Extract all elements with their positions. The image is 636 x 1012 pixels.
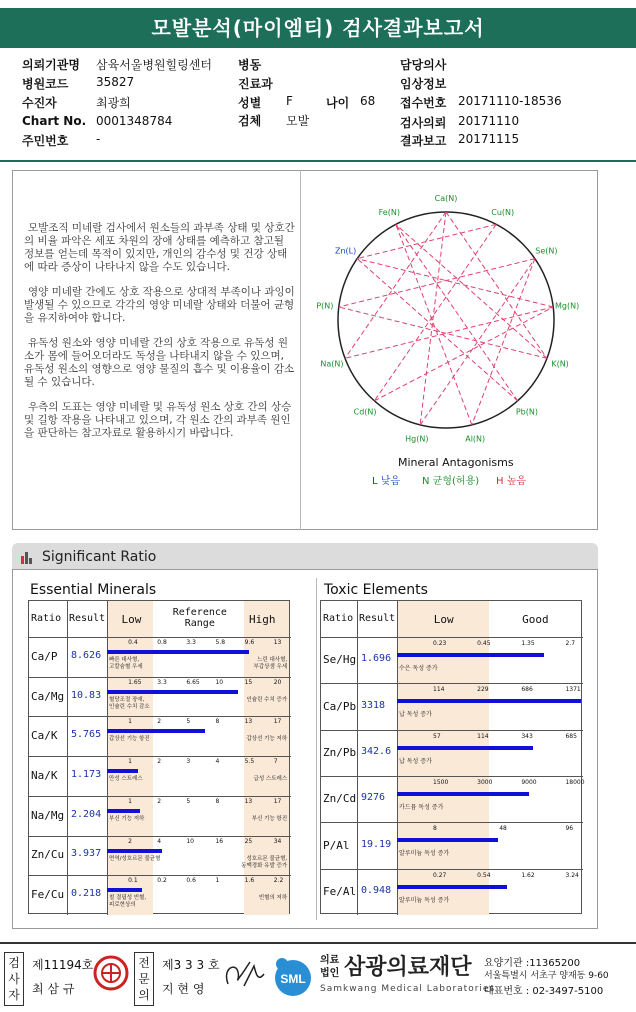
tick-label: 1 — [128, 718, 132, 726]
ratio-bar — [397, 699, 581, 703]
tick-label: 8 — [215, 797, 220, 805]
antagonism-node-label: Zn(L) — [334, 246, 357, 256]
id-label: 주민번호 — [22, 134, 69, 148]
desc-paragraph: 영양 미네랄 간에도 상호 작용으로 상대적 부족이나 과잉이 발생될 수 있으므로 각각의 영양 미네랄 상태와 더불어 균형을 유지하여야 합니다. — [24, 286, 295, 324]
tick-label: 114 — [477, 732, 489, 740]
ward-label: 병동 — [238, 58, 262, 72]
antagonism-title: Mineral Antagonisms — [398, 456, 514, 469]
desc-paragraph: 모발조직 미네랄 검사에서 원소들의 과부족 상태 및 상호간의 비율 파악은 세포 차원의 장애 상태를 예측하고 참고될 정보를 얻는데 목적이 있지만, 개인의 감수성 및 건강 상태에 따라 증상이 나타나지 않을 수도 있습니다. — [24, 222, 295, 273]
low-note: 면역/성호르몬 불균형 — [109, 855, 161, 862]
ratio-name: Zn/Pb — [323, 745, 357, 759]
col-result: Result — [359, 613, 396, 624]
tick-label: 6.65 — [186, 678, 200, 686]
tick-label: 5.5 — [244, 758, 255, 766]
ratio-name: Na/K — [31, 769, 58, 782]
ratio-result: 0.948 — [361, 884, 392, 896]
care-no: 요양기관 :11365200 — [484, 958, 581, 969]
high-note: 갑상선 기능 저하 — [246, 736, 288, 743]
tick-label: 9000 — [521, 779, 537, 786]
ratio-result: 9276 — [361, 792, 386, 804]
row-line — [29, 875, 291, 876]
row-line — [29, 836, 291, 837]
ratio-result: 19.19 — [361, 838, 392, 850]
antagonism-node-label: Se(N) — [535, 246, 558, 256]
desc-paragraph: 우측의 도표는 영양 미네랄 및 유독성 원소 상호 간의 상승 및 길항 작용을 나타내고 있으며, 각 원소 간의 과부족 원인을 판단하는 참고자료로 활용하시기 바랍니다. — [24, 401, 292, 439]
low-note: 부신 기능 저하 — [109, 815, 145, 822]
tick-label: 1500 — [433, 779, 449, 786]
tick-label: 2.2 — [273, 877, 284, 885]
row-line — [321, 776, 583, 777]
tick-label: 7 — [273, 758, 278, 766]
report-label: 결과보고 — [400, 134, 447, 148]
tick-label: 20 — [273, 678, 282, 686]
age-label: 나이 — [326, 96, 350, 110]
antagonism-node-label: Al(N) — [465, 434, 486, 444]
ratio-bar — [397, 746, 533, 750]
ratio-bar — [107, 888, 142, 892]
tick-label: 13 — [273, 639, 282, 646]
sml-logo-icon — [270, 952, 316, 1000]
ratio-name: Na/Mg — [31, 808, 65, 822]
tick-label: 3000 — [477, 779, 493, 786]
id-value: - — [96, 132, 101, 146]
antagonism-node-label: P(N) — [316, 301, 334, 311]
low-note: 만성 스트레스 — [109, 776, 143, 783]
tick-label: 5 — [186, 718, 191, 726]
tick-label: 686 — [521, 686, 533, 694]
header-line — [321, 637, 583, 638]
tick-label: 3.3 — [157, 678, 167, 686]
chart-label: Chart No. — [22, 114, 87, 128]
tick-label: 2 — [157, 758, 162, 766]
inspector-name: 최 삼 규 — [32, 982, 75, 996]
tick-label: 0.54 — [477, 871, 491, 879]
recv-value: 20171110-18536 — [458, 94, 562, 108]
col-low: Low — [121, 613, 142, 626]
tick-label: 0.4 — [128, 639, 138, 646]
antagonism-node-label: K(N) — [551, 359, 569, 369]
ratio-result: 1.696 — [361, 653, 392, 665]
antagonism-line — [396, 224, 472, 424]
org-value: 삼육서울병원힐링센터 — [96, 58, 212, 72]
specialist-no: 제3 3 3 호 — [162, 958, 220, 972]
low-note: 철 결핍성 빈혈, 피로현상의 — [109, 895, 147, 909]
ratio-result: 5.765 — [71, 729, 102, 741]
significant-title: Significant Ratio — [42, 549, 157, 565]
address: 서울특별시 서초구 양재동 9-60 — [484, 971, 609, 981]
ratio-bar — [397, 653, 544, 657]
req-value: 20171110 — [458, 114, 520, 128]
org-name: 삼광의료재단 — [344, 955, 472, 980]
ratio-result: 3.937 — [71, 848, 102, 860]
ratio-result: 10.83 — [71, 689, 102, 701]
row-line — [321, 730, 583, 731]
antagonism-node-label: Cd(N) — [353, 407, 377, 417]
row-line — [29, 716, 291, 717]
col-line — [107, 601, 108, 915]
low-note: 혈당조절 장애, 인슐린 수치 감소 — [109, 696, 150, 710]
inspector-label: 검사자 — [4, 952, 24, 1006]
antagonism-line — [374, 224, 496, 400]
col-ratio: Ratio — [323, 613, 354, 624]
ratio-name: Ca/P — [31, 649, 58, 663]
ratio-divider — [316, 578, 317, 920]
antagonism-node-label: Pb(N) — [515, 407, 538, 417]
high-note: 인슐린 수치 증가 — [246, 696, 288, 703]
tick-label: 2 — [128, 837, 132, 845]
sex-label: 성별 — [238, 96, 262, 110]
req-label: 검사의뢰 — [400, 116, 447, 130]
clinical-label: 임상정보 — [400, 77, 447, 91]
essential-table — [28, 600, 290, 914]
ratio-bar — [397, 885, 507, 889]
high-note: 성호르몬 불균형, 동맥경화 유발 증가 — [241, 855, 288, 869]
ratio-name: Fe/Cu — [31, 888, 65, 902]
tick-label: 1 — [128, 797, 132, 805]
col-good: Good — [522, 613, 549, 626]
tick-label: 8 — [433, 825, 437, 833]
tick-label: 0.27 — [433, 871, 447, 879]
row-line — [321, 869, 583, 870]
ratio-bar — [107, 769, 138, 773]
tick-label: 2 — [157, 718, 162, 726]
tick-label: 2.7 — [565, 640, 576, 647]
antagonism-line — [345, 307, 553, 358]
tick-label: 1.62 — [521, 871, 535, 879]
ratio-bar — [107, 729, 205, 733]
col-ratio: Ratio — [31, 613, 62, 624]
high-note: 급성 스트레스 — [253, 776, 288, 783]
tick-label: 5 — [186, 797, 191, 805]
header-line — [29, 637, 291, 638]
antagonism-node-label: Mg(N) — [555, 301, 580, 311]
antagonism-line — [396, 224, 518, 400]
org-label: 의뢰기관명 — [22, 58, 80, 72]
recv-label: 접수번호 — [400, 96, 447, 110]
specialist-label: 전문의 — [134, 952, 154, 1006]
ratio-name: Zn/Cd — [323, 792, 357, 806]
ratio-bar — [107, 690, 238, 694]
code-value: 35827 — [96, 75, 135, 89]
tick-label: 96 — [565, 825, 574, 833]
phone: 대표번호 : 02-3497-5100 — [484, 986, 604, 997]
row-line — [321, 822, 583, 823]
antagonism-node-label: Fe(N) — [378, 207, 400, 217]
desc-paragraph: 유독성 원소와 영양 미네랄 간의 상호 작용으로 유독성 원소가 몸에 들어오더라도 독성을 나타내지 않을 수 있으며, 유독성 원소의 영향으로 영양 물질의 흡수 및 이용율이 감소될 수 있습니다. — [24, 337, 295, 388]
legend-high: H 높음 — [496, 476, 527, 487]
chart-value: 0001348784 — [96, 114, 173, 128]
row-line — [29, 756, 291, 757]
ratio-result: 1.173 — [71, 769, 102, 780]
tick-label: 0.6 — [186, 877, 196, 885]
tick-label: 9.6 — [244, 639, 255, 646]
tick-label: 0.45 — [477, 640, 491, 647]
ratio-bar — [397, 792, 529, 796]
tick-label: 13 — [244, 718, 253, 726]
low-note: 갑상선 기능 항진 — [109, 736, 150, 743]
high-note: 느린 대사형, 부갑상샘 우세 — [253, 657, 288, 670]
tick-label: 15 — [244, 678, 253, 686]
tick-label: 10 — [215, 678, 224, 686]
footer — [0, 942, 636, 1012]
tick-label: 17 — [273, 718, 282, 726]
ratio-bar — [397, 838, 498, 842]
low-note: 빠른 대사형, 고칼슘혈 우세 — [109, 657, 143, 670]
antagonism-diagram — [296, 190, 596, 490]
ratio-bar — [107, 809, 140, 813]
report-title: 모발분석(마이엠티) 검사결과보고서 — [0, 8, 636, 48]
ratio-name: Ca/K — [31, 729, 58, 743]
doctor-label: 담당의사 — [400, 58, 447, 72]
ratio-bar — [107, 650, 249, 654]
ratio-name: Se/Hg — [323, 653, 357, 667]
specimen-value: 모발 — [286, 114, 310, 128]
tick-label: 5.8 — [215, 639, 226, 646]
ratio-result: 3318 — [361, 699, 386, 711]
tick-label: 16 — [215, 837, 224, 845]
tick-label: 25 — [244, 837, 253, 845]
row-line — [29, 677, 291, 678]
tick-label: 1 — [215, 877, 220, 885]
legend-mid: N 균형(허용) — [422, 476, 480, 487]
ratio-result: 342.6 — [361, 745, 392, 757]
ratio-result: 8.626 — [71, 649, 102, 661]
tick-label: 3.24 — [565, 871, 579, 879]
name-value: 최광희 — [96, 96, 131, 110]
tick-label: 0.8 — [157, 639, 167, 646]
tick-label: 4 — [157, 837, 162, 845]
logo-text: SML — [280, 972, 306, 986]
tick-label: 114 — [433, 686, 445, 694]
antagonism-line — [345, 212, 446, 358]
col-line — [67, 601, 68, 915]
tick-label: 0.2 — [157, 877, 167, 885]
antagonism-node-label: Hg(N) — [405, 434, 429, 444]
tick-label: 0.1 — [128, 877, 138, 885]
ratio-bar — [107, 849, 162, 853]
ratio-result: 2.204 — [71, 808, 102, 820]
sex-value: F — [286, 94, 293, 108]
tick-label: 10 — [186, 837, 194, 845]
toxic-note: 수은 독성 증가 — [399, 665, 438, 672]
name-label: 수진자 — [22, 96, 57, 110]
ratio-name: Ca/Pb — [323, 699, 357, 713]
row-line — [29, 796, 291, 797]
tick-label: 57 — [433, 732, 441, 740]
description — [24, 222, 296, 452]
toxic-note: 알루미늄 독성 증가 — [399, 896, 450, 904]
toxic-title: Toxic Elements — [324, 582, 428, 598]
signature-icon — [220, 954, 268, 994]
ratio-name: Ca/Mg — [31, 689, 65, 703]
tick-label: 17 — [273, 797, 282, 805]
tick-label: 34 — [273, 837, 282, 845]
tick-label: 229 — [477, 686, 489, 694]
ratio-name: P/Al — [323, 838, 350, 852]
seal-stamp-icon — [92, 954, 130, 992]
specimen-label: 검체 — [238, 114, 262, 128]
toxic-table — [320, 600, 585, 914]
tick-label: 2 — [157, 797, 162, 805]
divider — [0, 160, 636, 162]
inspector-no: 제11194호 — [32, 958, 94, 972]
ratio-name: Fe/Al — [323, 884, 357, 898]
toxic-note: 납 독성 증가 — [399, 711, 432, 719]
antagonism-line — [339, 307, 547, 358]
report-value: 20171115 — [458, 132, 520, 146]
tick-label: 0.23 — [433, 640, 447, 647]
antagonism-node-label: Cu(N) — [491, 207, 515, 217]
essential-title: Essential Minerals — [30, 582, 157, 598]
legend-low: L 낮음 — [372, 476, 401, 487]
age-value: 68 — [360, 94, 376, 108]
tick-label: 1.65 — [128, 678, 142, 686]
tick-label: 1371 — [565, 686, 581, 694]
ratio-result: 0.218 — [71, 888, 102, 900]
col-ref: Reference Range — [172, 607, 227, 629]
col-high: High — [248, 613, 276, 626]
antagonism-line — [357, 224, 496, 258]
antagonism-line — [357, 259, 553, 307]
tick-label: 3 — [186, 758, 191, 766]
dept-label: 진료과 — [238, 77, 273, 91]
row-line — [321, 683, 583, 684]
bar-chart-icon — [20, 550, 34, 564]
high-note: 부신 기능 항진 — [251, 815, 288, 822]
tick-label: 18000 — [565, 779, 585, 786]
tick-label: 13 — [244, 797, 253, 805]
toxic-note: 알루미늄 독성 증가 — [399, 850, 450, 858]
tick-label: 4 — [215, 758, 220, 766]
code-label: 병원코드 — [22, 77, 69, 91]
tick-label: 8 — [215, 718, 220, 726]
antagonism-line — [396, 224, 547, 358]
tick-label: 685 — [565, 732, 577, 740]
tick-label: 1.35 — [521, 640, 535, 647]
col-result: Result — [69, 613, 106, 624]
specialist-name: 지 현 영 — [162, 982, 205, 996]
antagonism-node-label: Na(N) — [320, 359, 344, 369]
toxic-note: 카드뮴 독성 증가 — [399, 804, 444, 811]
high-note: 빈혈의 저하 — [258, 895, 288, 902]
antagonism-line — [374, 307, 553, 401]
tick-label: 343 — [521, 732, 533, 740]
tick-label: 3.3 — [186, 639, 196, 646]
toxic-note: 납 독성 증가 — [399, 757, 432, 765]
tick-label: 1 — [128, 758, 132, 766]
antagonism-line — [339, 259, 535, 307]
antagonism-ring — [338, 212, 554, 428]
antagonism-node-label: Ca(N) — [434, 194, 458, 203]
ratio-name: Zn/Cu — [31, 848, 65, 862]
tick-label: 1.6 — [244, 877, 255, 885]
col-low: Low — [433, 613, 454, 626]
tick-label: 48 — [499, 825, 507, 833]
org-type: 의료법인 — [320, 955, 340, 979]
org-en: Samkwang Medical Laboratories — [320, 984, 496, 994]
